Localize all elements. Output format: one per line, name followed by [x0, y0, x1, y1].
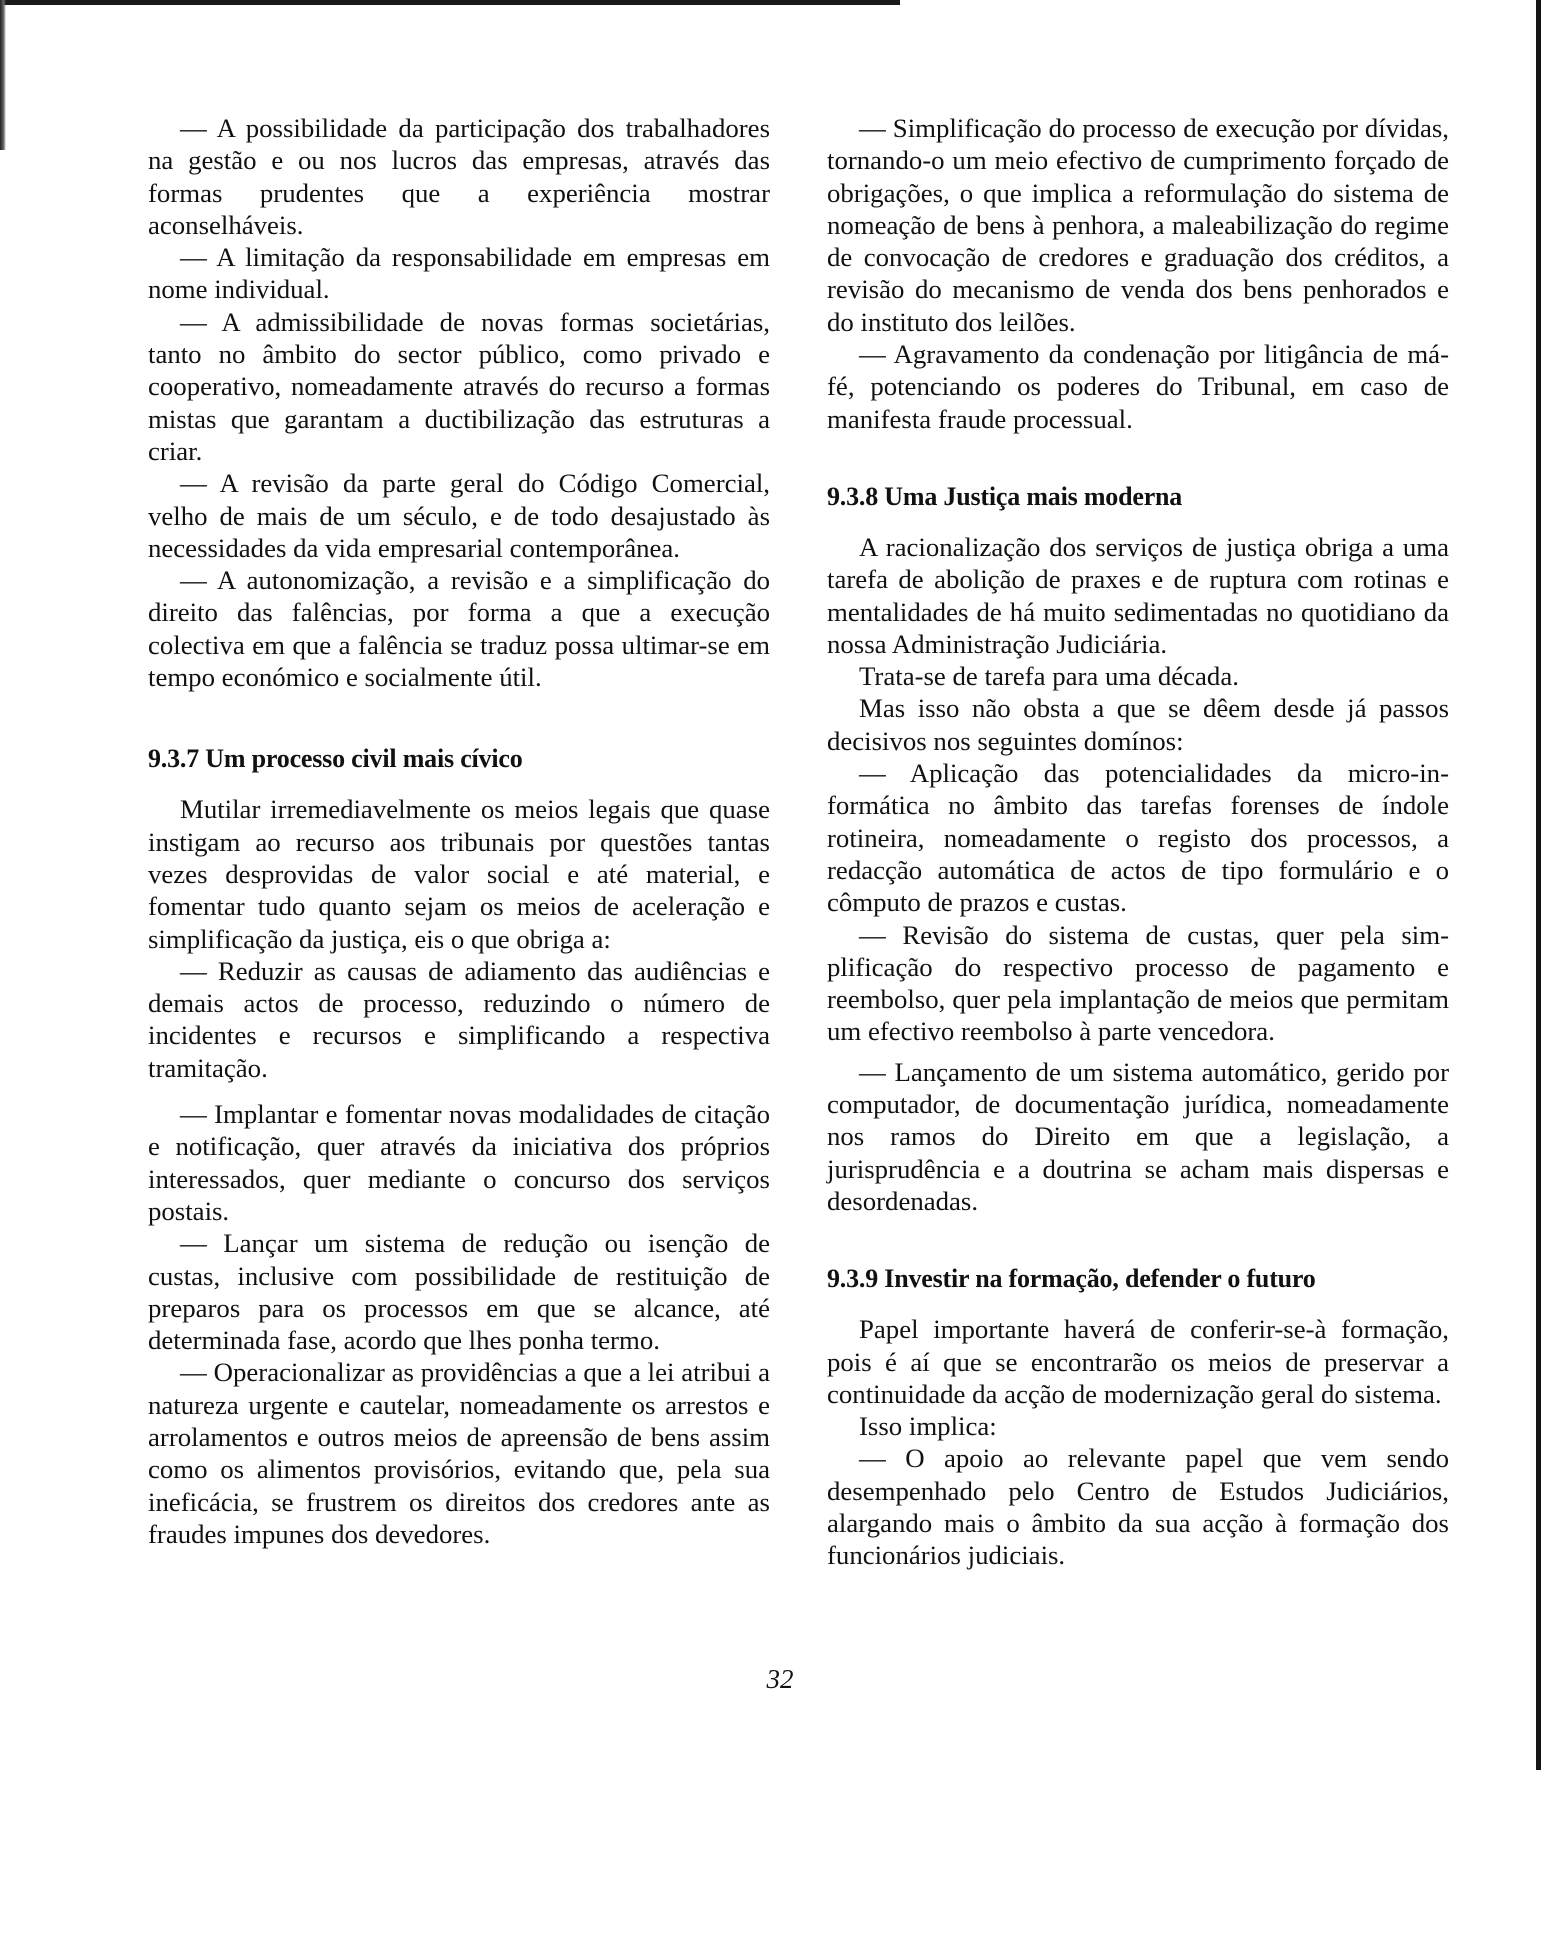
- section-heading-9-3-9: 9.3.9 Investir na formação, defender o futuro: [827, 1264, 1316, 1294]
- paragraph: — Implantar e fomentar novas modalidades de citação e notificação, quer através da iniciativa dos próprios interessados, quer mediante o concurso dos serviços postais.: [148, 1099, 770, 1226]
- paragraph: Mas isso não obsta a que se dêem desde já passos decisivos nos seguintes domínos:: [827, 693, 1449, 756]
- paragraph: — Revisão do sistema de custas, quer pela simplificação do respectivo processo de pagamento e reembolso, quer pela implantação de meios que permitam um efectivo reembolso à parte vencedora.: [827, 919, 1449, 1047]
- paragraph: — A admissibilidade de novas formas societárias, tanto no âmbito do sector público, como privado e cooperativo, nomeadamente através do recurso a formas mistas que garantam a ductibilização das estruturas a criar.: [148, 306, 770, 466]
- paragraph: Mutilar irremediavelmente os meios legais que quase instigam ao recurso aos tribunais por questões tantas vezes desprovidas de valor social e até material, e fomentar tudo quanto sejam os meios de aceleração e simplificação da justiça, eis o que obriga a:: [148, 794, 770, 954]
- paragraph: — Lançar um sistema de redução ou isenção de custas, inclusive com possibilidade de restituição de preparos para os processos em que se alcance, até determinada fase, acordo que lhes ponha termo.: [148, 1228, 770, 1356]
- scan-edge-top: [0, 0, 900, 5]
- paragraph: Isso implica:: [859, 1411, 997, 1442]
- right-column: [827, 112, 1449, 1572]
- paragraph: — A limitação da responsabilidade em empresas em nome individual.: [148, 242, 770, 305]
- page-number: 32: [766, 1664, 794, 1694]
- scan-edge-left: [0, 0, 6, 150]
- scan-edge-right: [1536, 0, 1541, 1770]
- left-column: [148, 112, 770, 1550]
- paragraph: — Lançamento de um sistema automático, gerido por computador, de documentação jurídica, nomeadamente nos ramos do Direito em que a legislação, a jurisprudência e a doutrina se acham mais dispersas e desordenadas.: [827, 1056, 1449, 1216]
- paragraph: Trata-se de tarefa para uma década.: [859, 661, 1239, 692]
- paragraph: — Reduzir as causas de adiamento das audiências e demais actos de processo, reduzindo o número de incidentes e recursos e simplificando a respectiva tramitação.: [148, 955, 770, 1083]
- paragraph: — Aplicação das potencialidades da micro-informática no âmbito das tarefas forenses de índole rotineira, nomeadamente o registo dos processos, a redacção automática de actos de tipo formulário e o cômputo de prazos e custas.: [827, 758, 1449, 918]
- paragraph: — A possibilidade da participação dos trabalhadores na gestão e ou nos lucros das empresas, através das formas prudentes que a experiência mostrar aconselháveis.: [148, 113, 770, 240]
- paragraph: — Agravamento da condenação por litigância de má-fé, potenciando os poderes do Tribunal, em caso de manifesta fraude processual.: [827, 339, 1449, 434]
- section-heading-9-3-8: 9.3.8 Uma Justiça mais moderna: [827, 481, 1183, 511]
- paragraph: — Simplificação do processo de execução por dívidas, tornando-o um meio efectivo de cumprimento forçado de obrigações, o que implica a reformulação do sistema de nomeação de bens à penhora, a maleabilização do regime de convocação de credores e graduação dos créditos, a revisão do mecanismo de venda dos bens penhorados e do instituto dos leilões.: [827, 113, 1449, 337]
- paragraph: — O apoio ao relevante papel que vem sendo desempenhado pelo Centro de Estudos Judiciários, alargando mais o âmbito da sua acção à formação dos funcionários judiciais.: [827, 1443, 1449, 1571]
- paragraph: — A autonomização, a revisão e a simplificação do direito das falências, por forma a que a execução colectiva em que a falência se traduz possa ultimar-se em tempo económico e socialmente útil.: [148, 565, 770, 693]
- paragraph: — A revisão da parte geral do Código Comercial, velho de mais de um século, e de todo desajustado às necessidades da vida empresarial contemporânea.: [148, 468, 770, 563]
- section-heading-9-3-7: 9.3.7 Um processo civil mais cívico: [148, 744, 523, 774]
- paragraph: Papel importante haverá de conferir-se-à formação, pois é aí que se encontrarão os meios de preservar a continuidade da acção de modernização geral do sistema.: [827, 1314, 1449, 1409]
- paragraph: — Operacionalizar as providências a que a lei atribui a natureza urgente e cautelar, nomeadamente os arrestos e arrolamentos e outros meios de apreensão de bens assim como os alimentos provisórios, evitando que, pela sua ineficácia, se frustrem os direitos dos credores ante as fraudes impunes dos devedores.: [148, 1357, 770, 1549]
- paragraph: A racionalização dos serviços de justiça obriga a uma tarefa de abolição de praxes e de ruptura com rotinas e mentalidades de há muito sedimentadas no quotidiano da nossa Administração Judiciária.: [827, 531, 1449, 659]
